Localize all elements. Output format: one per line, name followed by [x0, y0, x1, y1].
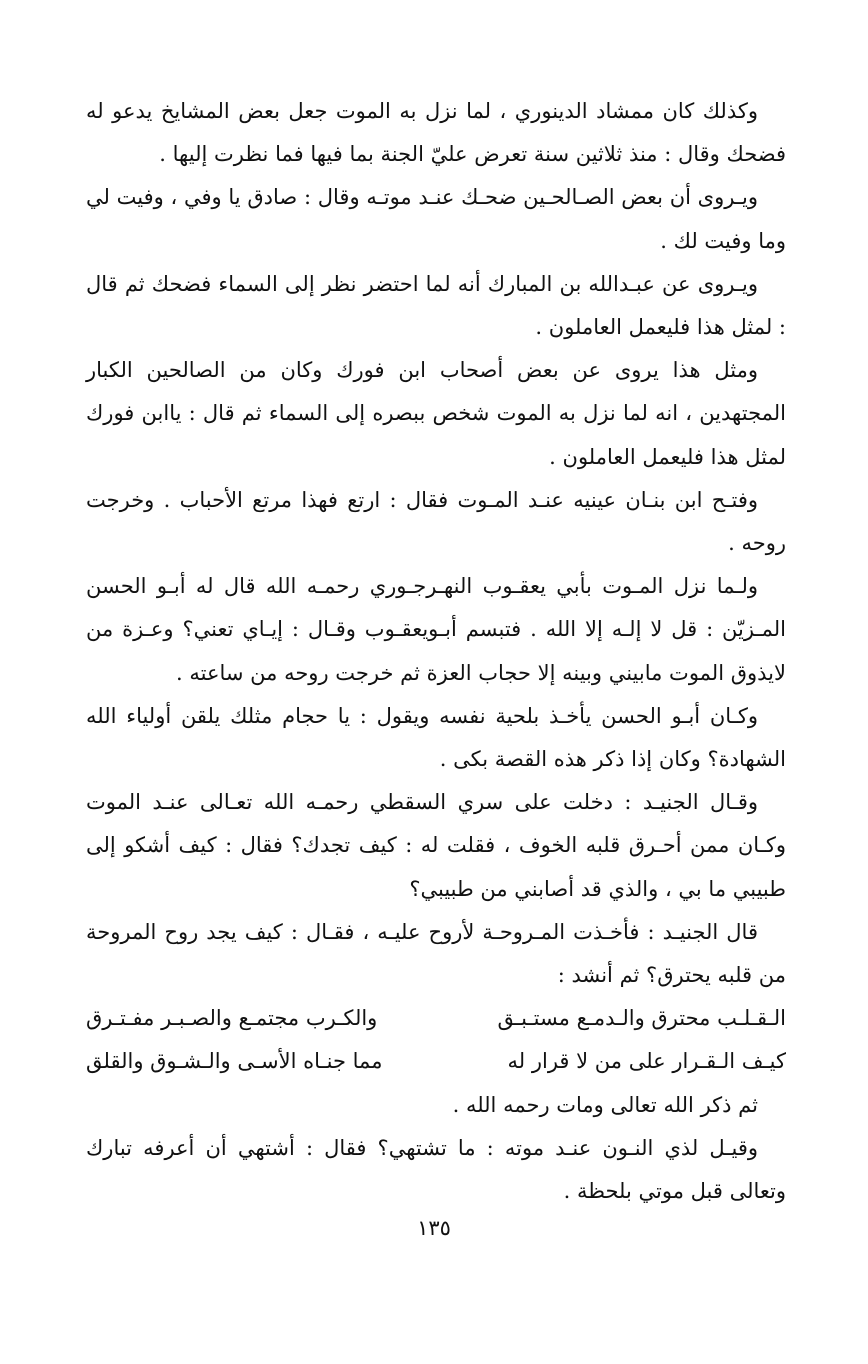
paragraph-ibn-furak: ومثل هذا يروى عن بعض أصحاب ابن فورك وكان من الصالحين الكبار المجتهدين ، انه لما نزل به الموت شخص ببصره إلى السماء ثم قال : ياابن فورك لمثل هذا فليعمل العاملون . [86, 358, 786, 469]
page-number: ١٣٥ [417, 1216, 451, 1240]
paragraph-nahrajuri: ولـما نزل المـوت بأبي يعقـوب النهـرجـوري رحمـه الله قال له أبـو الحسن المـزيّن : قل لا إلـه إلا الله . فتبسم أبـويعقـوب وقـال : إيـاي تعني؟ وعـزة من لايذوق الموت مابيني وبينه إلا حجاب العزة ثم خرجت روحه من ساعته . [86, 574, 786, 685]
paragraph-abu-al-hasan: وكـان أبـو الحسن يأخـذ بلحية نفسه ويقول : يا حجام مثلك يلقن أولياء الله الشهادة؟ وكان إذا ذكر هذه القصة بكى . [86, 703, 786, 772]
verse-first-hemistich: الـقـلـب محترق والـدمـع مستـبـق [497, 1006, 786, 1031]
paragraph-junayd-sari: وقـال الجنيـد : دخلت على سري السقطي رحمـه الله تعـالى عنـد الموت وكـان ممن أحـرق قلبه الخوف ، فقلت له : كيف تجدك؟ فقال : كيف أشكو إلى طبيبي ما بي ، والذي قد أصابني من طبيبي؟ [86, 790, 786, 901]
paragraph-sari-death: ثم ذكر الله تعالى ومات رحمه الله . [452, 1092, 758, 1117]
verse-second-hemistich: مما جنـاه الأسـى والـشـوق والقلق [86, 1049, 383, 1074]
verse-first-hemistich: كيـف الـقـرار على من لا قرار له [507, 1049, 786, 1074]
paragraph-junayd-fan: قال الجنيـد : فأخـذت المـروحـة لأروح عليـه ، فقـال : كيف يجد روح المروحة من قلبه يحترق؟ ثم أنشد : [86, 919, 786, 988]
paragraph-mimshad: وكذلك كان ممشاد الدينوري ، لما نزل به الموت جعل بعض المشايخ يدعو له فضحك وقال : منذ ثلاثين سنة تعرض عليّ الجنة بما فيها فما نظرت إليها . [86, 99, 786, 167]
poem-verse [86, 1040, 786, 1083]
paragraph-dhu-al-nun: وقيـل لذي النـون عنـد موته : ما تشتهي؟ فقال : أشتهي أن أعرفه تبارك وتعالى قبل موتي بلحظة . [86, 1135, 786, 1204]
page-body-text [86, 90, 786, 1213]
paragraph-ibn-mubarak: ويـروى عن عبـدالله بن المبارك أنه لما احتضر نظر إلى السماء فضحك ثم قال : لمثل هذا فليعمل العاملون . [86, 271, 786, 340]
paragraph-ibn-banan: وفتـح ابن بنـان عينيه عنـد المـوت فقال : ارتع فهذا مرتع الأحباب . وخرجت روحه . [86, 487, 786, 556]
poem-verse [86, 997, 786, 1040]
paragraph-salihin-laugh: ويـروى أن بعض الصـالحـين ضحـك عنـد موتـه وقال : صادق يا وفي ، وفيت لي وما وفيت لك . [86, 185, 786, 253]
verse-second-hemistich: والكـرب مجتمـع والصـبـر مفـتـرق [86, 1006, 378, 1031]
